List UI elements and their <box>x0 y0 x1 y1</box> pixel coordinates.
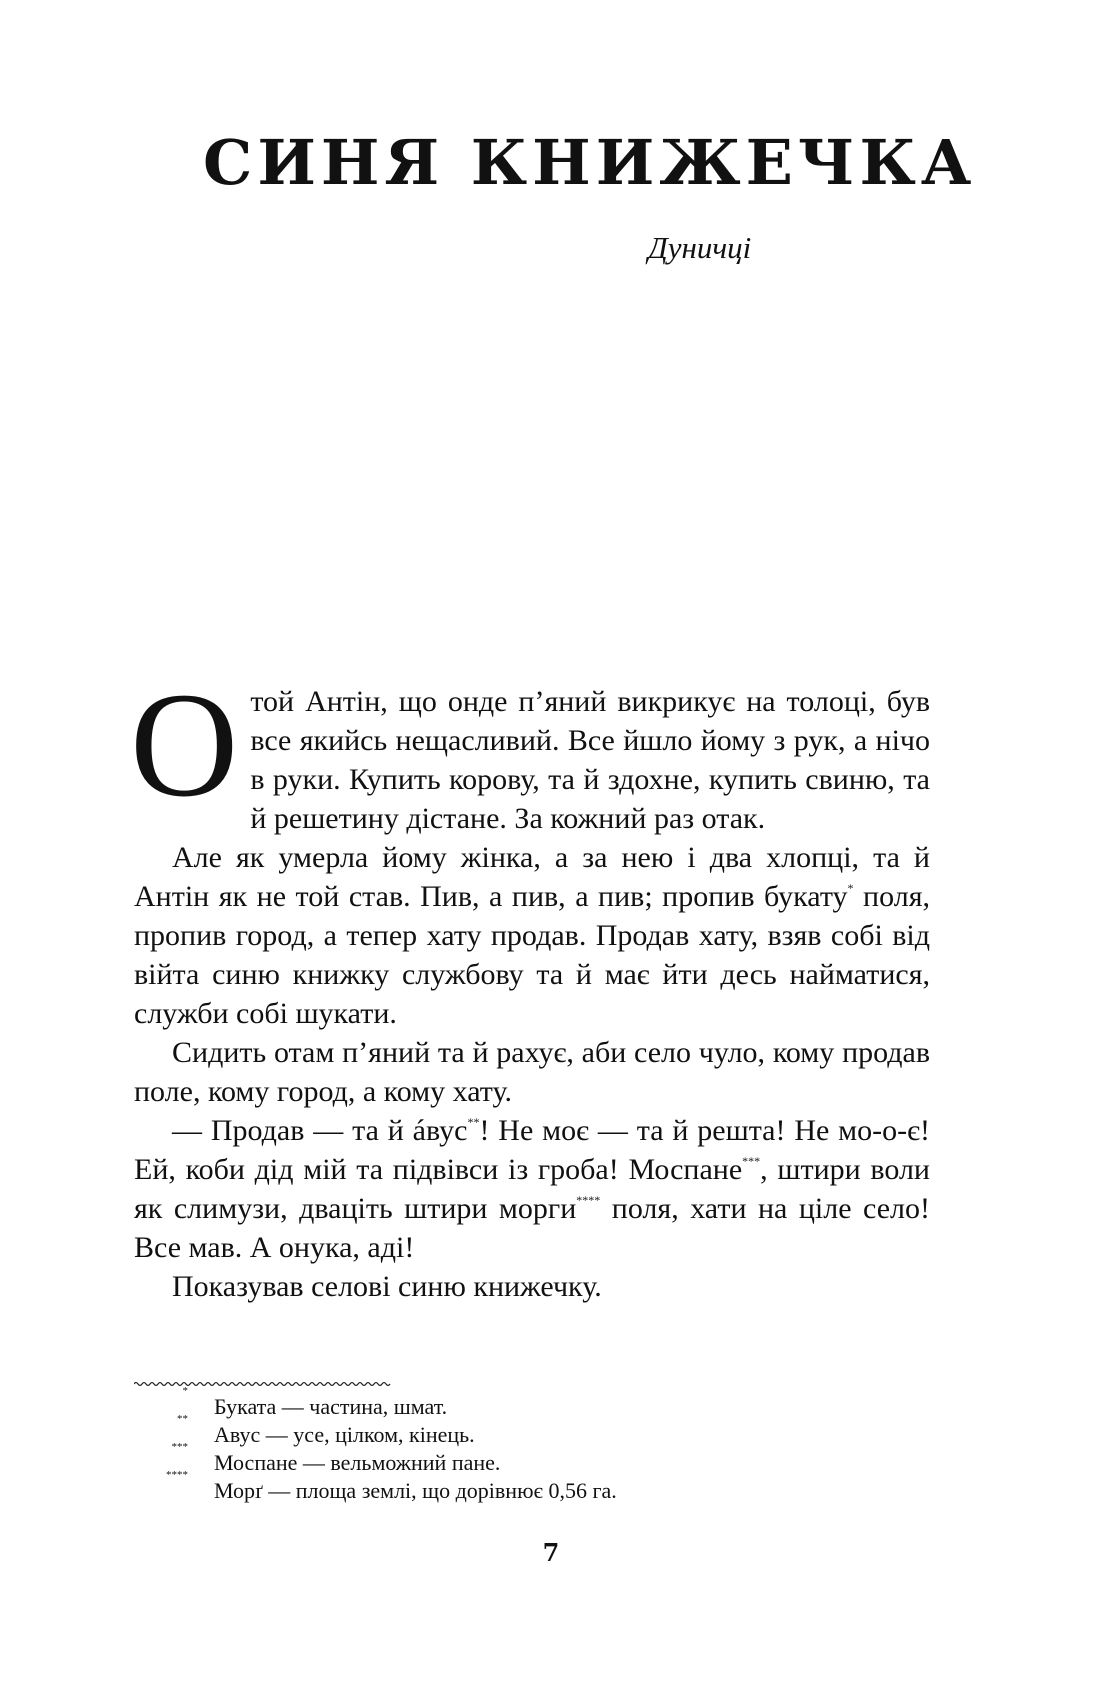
paragraph-4-part-a: — Продав — та й áвус <box>172 1114 468 1147</box>
footnote <box>134 1469 734 1505</box>
footnote-mark: ** <box>177 1413 188 1425</box>
footnote-mark: *** <box>171 1441 188 1453</box>
footnote <box>134 1413 734 1449</box>
footnote-text: Авус — усе, цілком, кінець. <box>214 1422 475 1447</box>
footnote-ref-2[interactable]: ** <box>467 1115 480 1129</box>
footnote-text: Морґ — площа землі, що дорівнює 0,56 га. <box>214 1478 617 1503</box>
footnote-text: Моспане — вельможний пане. <box>214 1450 501 1475</box>
footnote-ref-3[interactable]: *** <box>742 1154 761 1168</box>
footnote-ref-1[interactable]: * <box>847 881 854 895</box>
drop-cap: О <box>130 662 239 828</box>
paragraph-4-part-b: ! Не моє — та й решта! Не мо-о-є! Ей, коби дід мій та підвівси із гроба! Моспане <box>134 1114 930 1186</box>
story-title: СИНЯ КНИЖЕЧКА <box>203 126 977 199</box>
page-number: 7 <box>542 1538 560 1567</box>
footnote-text: Буката — частина, шмат. <box>214 1394 448 1419</box>
paragraph-2-part-b: поля, пропив город, а тепер хату продав. Продав хату, взяв собі від війта синю книжку службову та й має йти десь найматися, служби собі шукати. <box>134 880 930 1030</box>
paragraph-1 <box>130 662 930 838</box>
footnote <box>134 1441 734 1477</box>
dedication: Дуничці <box>648 230 752 265</box>
footnote-ref-4[interactable]: **** <box>576 1193 601 1207</box>
footnote <box>134 1385 734 1421</box>
paragraph-4-part-c: , штири воли як слимузи, дваціть штири морги <box>134 1153 930 1225</box>
footnote-mark: **** <box>166 1469 188 1481</box>
paragraph-2 <box>134 838 930 1033</box>
story-body <box>130 662 930 1306</box>
footnote-mark: * <box>182 1385 188 1397</box>
paragraph-2-part-a: Але як умерла йому жінка, а за нею і два хлопці, та й Антін як не той став. Пив, а пив, а пив; пропив букату <box>134 841 930 913</box>
paragraph-4-part-d: поля, хати на ціле село! Все мав. А онука, аді! <box>134 1192 930 1264</box>
footnotes <box>134 1385 734 1505</box>
paragraph-4 <box>134 1111 930 1267</box>
paragraph-1-text: той Антін, що онде п’яний викрикує на толоці, був все якийсь нещасливий. Все йшло йому з рук, а нічо в руки. Купить корову, та й здохне, купить свиню, та й решетину дістане. За кожний раз отак. <box>250 685 930 835</box>
paragraph-3: Сидить отам п’яний та й рахує, аби село чуло, кому продав поле, кому город, а кому хату. <box>134 1036 930 1108</box>
paragraph-5: Показував селові синю книжечку. <box>172 1270 602 1303</box>
